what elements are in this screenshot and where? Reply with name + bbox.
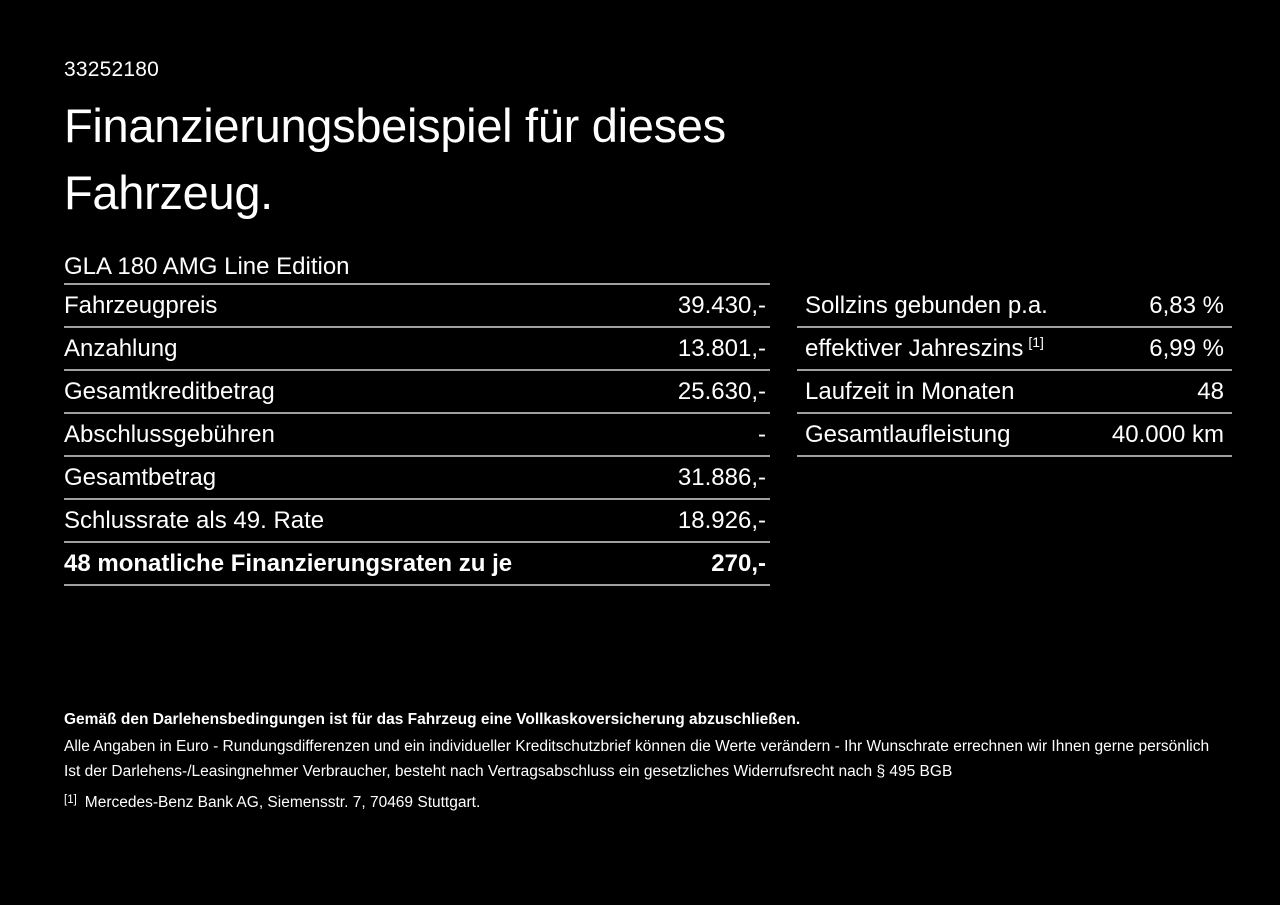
row-value: - xyxy=(758,420,766,448)
row-label: 48 monatliche Finanzierungsraten zu je xyxy=(64,549,513,577)
row-value: 48 xyxy=(1197,377,1224,405)
table-row-schlussrate xyxy=(64,500,770,543)
row-label: Schlussrate als 49. Rate xyxy=(64,506,325,534)
row-label: Anzahlung xyxy=(64,334,178,362)
row-value: 270,- xyxy=(711,549,766,577)
table-row-gesamtlaufleistung xyxy=(797,414,1232,457)
row-label: Gesamtbetrag xyxy=(64,463,217,491)
table-row-abschlussgebuehren xyxy=(64,414,770,457)
row-label: Abschlussgebühren xyxy=(64,420,275,448)
footnote-bank-text: Mercedes-Benz Bank AG, Siemensstr. 7, 70469 Stuttgart. xyxy=(84,794,481,811)
footnote-bank xyxy=(64,788,1209,815)
row-value: 6,99 % xyxy=(1149,334,1224,362)
table-row-laufzeit xyxy=(797,371,1232,414)
row-label: Gesamtlaufleistung xyxy=(805,420,1011,448)
table-row-anzahlung xyxy=(64,328,770,371)
table-row-effektiver-jahreszins xyxy=(797,328,1232,371)
row-value: 13.801,- xyxy=(677,334,766,362)
row-label: Fahrzeugpreis xyxy=(64,291,218,319)
finance-table xyxy=(64,250,770,586)
row-value: 31.886,- xyxy=(677,463,766,491)
footnote-withdrawal: Ist der Darlehens-/Leasingnehmer Verbraucher, besteht nach Vertragsabschluss ein gesetzliches Widerrufsrecht nach § 495 BGB xyxy=(64,763,953,780)
row-label xyxy=(797,335,1044,363)
row-value: 18.926,- xyxy=(677,506,766,534)
footnote-reference-superscript: [1] xyxy=(1028,333,1044,350)
row-value: 6,83 % xyxy=(1149,291,1224,319)
conditions-table xyxy=(797,285,1232,457)
footnote-general: Alle Angaben in Euro - Rundungsdifferenzen und ein individueller Kreditschutzbrief können die Werte verändern - Ihr Wunschrate errechnen wir Ihnen gerne persönlich xyxy=(64,738,1210,755)
footnote-insurance: Gemäß den Darlehensbedingungen ist für das Fahrzeug eine Vollkaskoversicherung abzuschließen. xyxy=(64,711,801,728)
row-label: Sollzins gebunden p.a. xyxy=(805,291,1048,319)
footnotes xyxy=(64,707,1209,815)
footnote-marker: [1] xyxy=(64,794,77,806)
vehicle-name: GLA 180 AMG Line Edition xyxy=(64,250,770,285)
table-row-gesamtbetrag xyxy=(64,457,770,500)
row-value: 40.000 km xyxy=(1111,420,1224,448)
row-value: 25.630,- xyxy=(677,377,766,405)
row-label: Laufzeit in Monaten xyxy=(805,377,1015,405)
table-row-fahrzeugpreis xyxy=(64,285,770,328)
table-row-sollzins xyxy=(797,285,1232,328)
row-value: 39.430,- xyxy=(677,291,766,319)
page-title: Finanzierungsbeispiel für dieses Fahrzeug. xyxy=(64,99,726,219)
row-label: Gesamtkreditbetrag xyxy=(64,377,275,405)
table-row-gesamtkreditbetrag xyxy=(64,371,770,414)
row-label-text: effektiver Jahreszins xyxy=(805,334,1024,362)
doc-id: 33252180 xyxy=(64,58,160,81)
table-row-monatsraten xyxy=(64,543,770,586)
